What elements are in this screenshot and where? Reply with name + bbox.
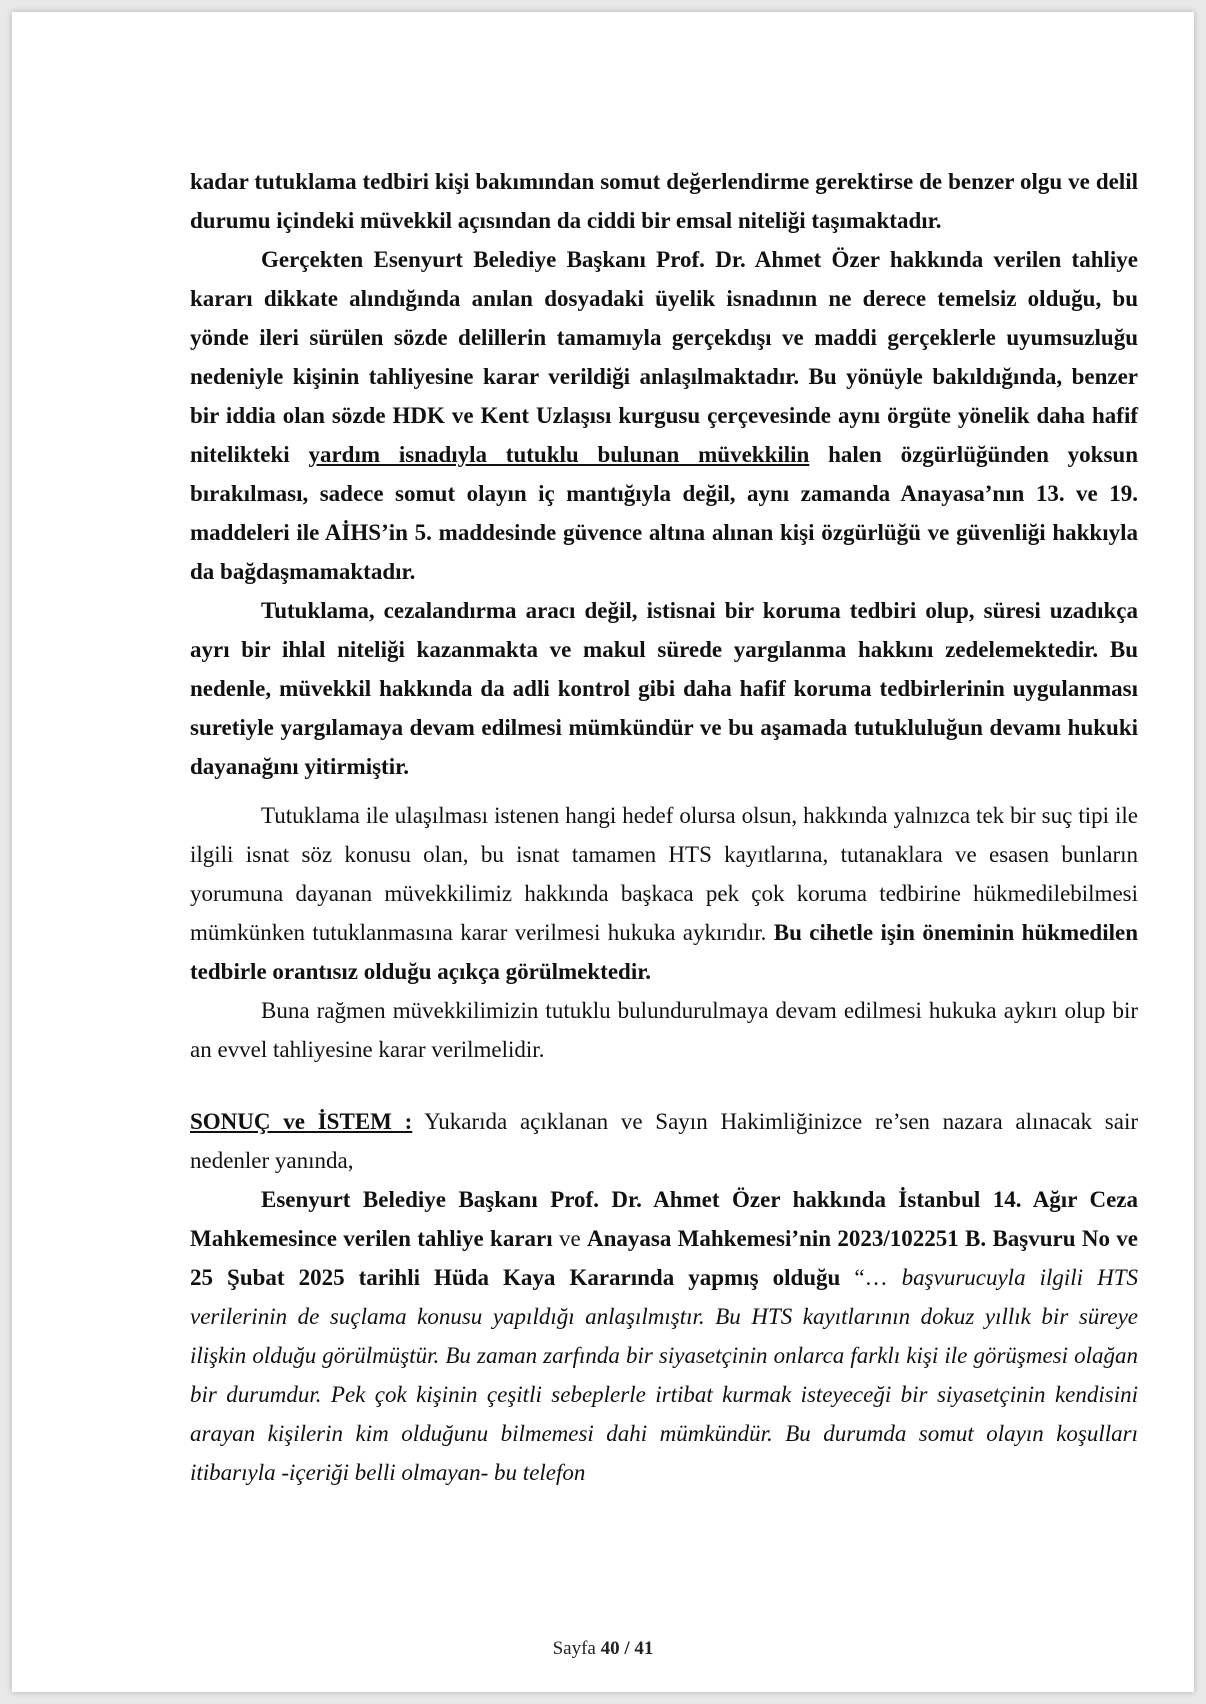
paragraph-3: Tutuklama, cezalandırma aracı değil, istisnai bir koruma tedbiri olup, süresi uzadıkça ayrı bir ihlal niteliği kazanmakta ve makul sürede yargılanma hakkını zedelemektedir. Bu nedenle, müvekkil hakkında da adli kontrol gibi daha hafif koruma tedbirlerinin uygulanması suretiyle yargılamaya devam edilmesi mümkündür ve bu aşamada tutukluluğun devamı hukuki dayanağını yitirmiştir. bbox=[190, 598, 1138, 779]
paragraph-7-quote: başvurucuyla ilgili HTS verilerinin de suçlama konusu yapıldığı anlaşılmıştır. Bu HTS kayıtlarının dokuz yıllık bir süreye ilişkin olduğu görülmüştür. Bu zaman zarfında bir siyasetçinin onlarca farklı kişi ile görüşmesi olağan bir durumdur. Pek çok kişinin çeşitli sebeplerle irtibat kurmak isteyeceği bir siyasetçinin kendisini arayan kişilerin kim olduğunu bilmemesi dahi mümkündür. Bu durumda somut olayın koşulları itibarıyla -içeriği belli olmayan- bu telefon bbox=[190, 1265, 1138, 1485]
paragraph-2-text-b: halen özgürlüğünden yoksun bırakılması, sadece somut olayın iç mantığıyla değil, aynı zamanda Anayasa’nın 13. ve 19. maddeleri ile AİHS’in 5. maddesinde güvence altına alınan kişi özgürlüğü ve güvenliği hakkıyla da bağdaşmamaktadır. bbox=[190, 442, 1138, 584]
page-label: Sayfa bbox=[552, 1638, 596, 1659]
paragraph-1: kadar tutuklama tedbiri kişi bakımından somut değerlendirme gerektirse de benzer olgu ve delil durumu içindeki müvekkil açısından da ciddi bir emsal niteliği taşımaktadır. bbox=[190, 169, 1138, 233]
paragraph-2 bbox=[190, 240, 1138, 591]
paragraph-4 bbox=[190, 796, 1138, 991]
page-separator: / bbox=[624, 1638, 630, 1659]
document-body bbox=[190, 162, 1138, 1492]
sonuc-heading: SONUÇ ve İSTEM : bbox=[190, 1109, 413, 1134]
paragraph-7-bold-1: Esenyurt Belediye Başkanı Prof. Dr. Ahmet Özer hakkında İstanbul 14. Ağır Ceza Mahkemesince verilen tahliye kararı bbox=[190, 1187, 1138, 1251]
paragraph-7-normal-2: “… bbox=[840, 1265, 888, 1290]
paragraph-7 bbox=[190, 1180, 1138, 1492]
paragraph-7-bold-2: Anayasa Mahkemesi’nin 2023/102251 B. Başvuru No ve 25 Şubat 2025 tarihli Hüda Kaya Kararında yapmış olduğu bbox=[190, 1226, 1138, 1290]
sonuc-paragraph bbox=[190, 1102, 1138, 1180]
document-page bbox=[12, 12, 1194, 1692]
paragraph-7-normal-1: ve bbox=[552, 1226, 587, 1251]
page-footer bbox=[12, 1638, 1194, 1660]
paragraph-4-bold: Bu cihetle işin öneminin hükmedilen tedbirle orantısız olduğu açıkça görülmektedir. bbox=[190, 920, 1138, 984]
paragraph-2-underlined: yardım isnadıyla tutuklu bulunan müvekkilin bbox=[308, 442, 810, 467]
page-total: 41 bbox=[634, 1638, 654, 1659]
paragraph-4-text: Tutuklama ile ulaşılması istenen hangi hedef olursa olsun, hakkında yalnızca tek bir suç tipi ile ilgili isnat söz konusu olan, bu isnat tamamen HTS kayıtlarına, tutanaklara ve esasen bunların yorumuna dayanan müvekkilimiz hakkında başkaca pek çok koruma tedbirine hükmedilebilmesi mümkünken tutuklanmasına karar verilmesi hukuka aykırıdır. bbox=[190, 803, 1138, 945]
sonuc-text: Yukarıda açıklanan ve Sayın Hakimliğinizce re’sen nazara alınacak sair nedenler yanında, bbox=[190, 1109, 1138, 1173]
page-current: 40 bbox=[600, 1638, 620, 1659]
paragraph-2-text-a: Gerçekten Esenyurt Belediye Başkanı Prof. Dr. Ahmet Özer hakkında verilen tahliye kararı dikkate alındığında anılan dosyadaki üyelik isnadının ne derece temelsiz olduğu, bu yönde ileri sürülen sözde delillerin tamamıyla gerçekdışı ve maddi gerçeklerle uyumsuzluğu nedeniyle kişinin tahliyesine karar verildiği anlaşılmaktadır. Bu yönüyle bakıldığında, benzer bir iddia olan sözde HDK ve Kent Uzlaşısı kurgusu çerçevesinde aynı örgüte yönelik daha hafif nitelikteki bbox=[190, 247, 1138, 467]
paragraph-5: Buna rağmen müvekkilimizin tutuklu bulundurulmaya devam edilmesi hukuka aykırı olup bir an evvel tahliyesine karar verilmelidir. bbox=[190, 998, 1138, 1062]
